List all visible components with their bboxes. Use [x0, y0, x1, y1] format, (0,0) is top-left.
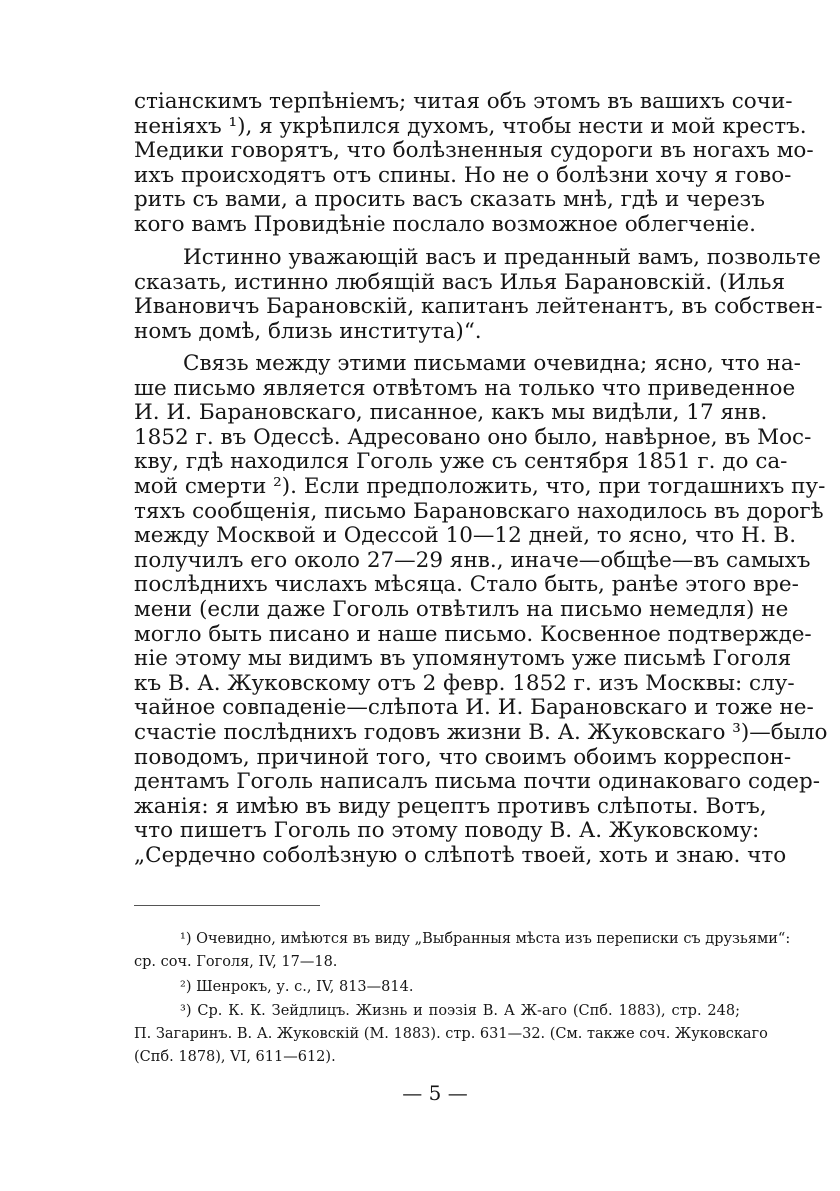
page-number: — 5 —: [402, 1081, 468, 1105]
text-line: мой смерти ²). Если предположить, что, при тогдашнихъ пу-: [134, 474, 826, 499]
text-line: ніе этому мы видимъ въ упомянутомъ уже письмѣ Гоголя: [134, 646, 792, 672]
footnote-line: ср. соч. Гоголя, IV, 17—18.: [134, 954, 338, 970]
text-line: поводомъ, причиной того, что своимъ обоимъ корреспон-: [134, 744, 792, 770]
text-line: неніяхъ ¹), я укрѣпился духомъ, чтобы нести и мой крестъ.: [134, 113, 807, 139]
text-line: между Москвой и Одессой 10—12 дней, то ясно, что Н. В.: [134, 523, 797, 549]
text-line: ше письмо является отвѣтомъ на только что приведенное: [134, 375, 796, 401]
text-line: кого вамъ Провидѣніе послало возможное облегченіе.: [134, 212, 756, 237]
text-line: „Сердечно соболѣзную о слѣпотѣ твоей, хоть и знаю. что: [134, 843, 787, 868]
text-line: что пишетъ Гоголь по этому поводу В. А. Жуковскому:: [134, 818, 760, 844]
text-line: И. И. Барановскаго, писанное, какъ мы видѣли, 17 янв.: [134, 400, 768, 426]
text-line: жанія: я имѣю въ виду рецептъ противъ слѣпоты. Вотъ,: [134, 793, 767, 819]
footnote-line: П. Загаринъ. В. А. Жуковскій (М. 1883). стр. 631—32. (См. также соч. Жуковскаго: [134, 1026, 768, 1042]
text-line: Связь между этими письмами очевидна; ясно, что на-: [183, 351, 801, 376]
text-line: чайное совпаденіе—слѣпота И. И. Барановскаго и тоже не-: [134, 695, 814, 721]
footnote-separator: [134, 905, 320, 906]
text-line: 1852 г. въ Одессѣ. Адресовано оно было, навѣрное, въ Мос-: [134, 424, 812, 450]
text-line: тяхъ сообщенія, письмо Барановскаго находилось въ дорогѣ: [134, 498, 824, 524]
footnote-line: ²) Шенрокъ, у. с., IV, 813—814.: [180, 979, 414, 995]
footnote-line: (Спб. 1878), VI, 611—612).: [134, 1049, 336, 1065]
text-line: Ивановичъ Барановскій, капитанъ лейтенантъ, въ собствен-: [134, 294, 823, 320]
text-line: рить съ вами, а просить васъ сказать мнѣ, гдѣ и черезъ: [134, 187, 765, 213]
text-line: дентамъ Гоголь написалъ письма почти одинаковаго содер-: [134, 769, 820, 795]
text-line: послѣднихъ числахъ мѣсяца. Стало быть, ранѣе этого вре-: [134, 572, 799, 598]
text-line: кву, гдѣ находился Гоголь уже съ сентября 1851 г. до са-: [134, 449, 788, 475]
text-line: ихъ происходятъ отъ спины. Но не о болѣзни хочу я гово-: [134, 162, 792, 188]
text-line: счастіе послѣднихъ годовъ жизни В. А. Жуковскаго ³)—было: [134, 720, 828, 745]
text-line: стіанскимъ терпѣніемъ; читая объ этомъ въ вашихъ сочи-: [134, 89, 793, 114]
footnote-line: ¹) Очевидно, имѣются въ виду „Выбранныя мѣста изъ переписки съ друзьями“:: [180, 931, 791, 947]
text-line: къ В. А. Жуковскому отъ 2 февр. 1852 г. изъ Москвы: слу-: [134, 670, 795, 696]
text-line: Медики говорятъ, что болѣзненныя судороги въ ногахъ мо-: [134, 138, 814, 164]
text-line: мени (если даже Гоголь отвѣтилъ на письмо немедля) не: [134, 597, 789, 622]
text-line: могло быть писано и наше письмо. Косвенное подтвержде-: [134, 621, 812, 647]
text-line: сказать, истинно любящій васъ Илья Барановскій. (Илья: [134, 269, 786, 295]
text-line: Истинно уважающій васъ и преданный вамъ, позвольте: [183, 245, 821, 270]
footnote-line: ³) Ср. К. К. Зейдлицъ. Жизнь и поэзія В. А Ж-аго (Спб. 1883), стр. 248;: [180, 1003, 740, 1019]
text-line: номъ домѣ, близь института)“.: [134, 318, 482, 344]
text-line: получилъ его около 27—29 янв., иначе—общѣе—въ самыхъ: [134, 547, 811, 573]
